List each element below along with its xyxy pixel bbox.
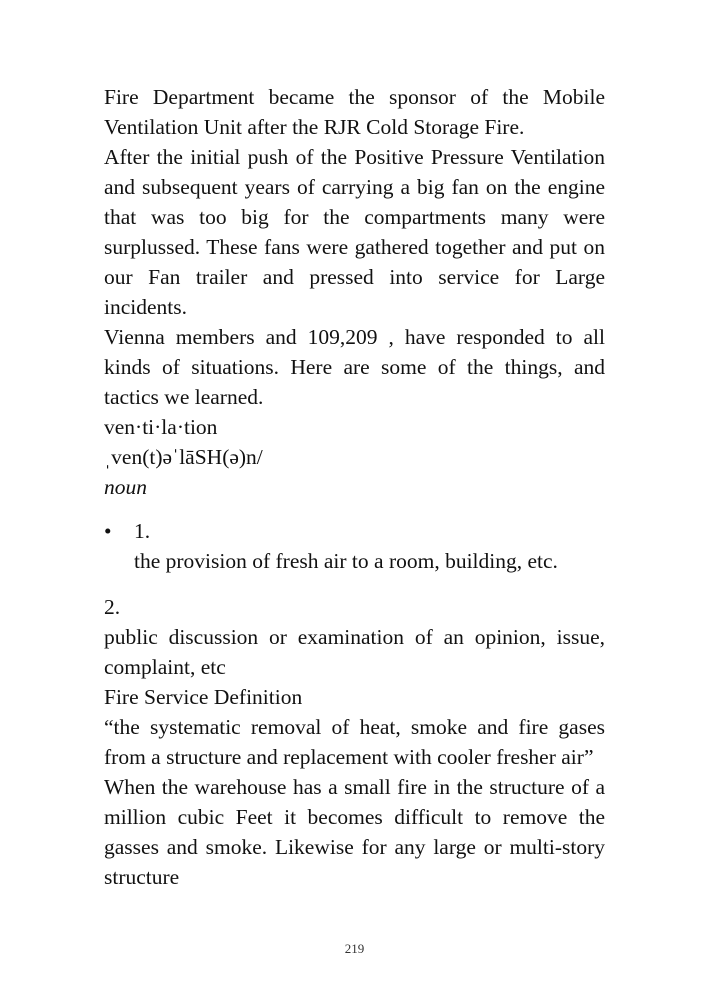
dictionary-word: ven·ti·la·tion <box>104 415 218 439</box>
fire-service-quote: “the systematic removal of heat, smoke and fire gases from a structure and replacement with cooler fresher air” <box>104 715 605 769</box>
bullet-icon: • <box>104 519 112 543</box>
definition-2-text: public discussion or examination of an opinion, issue, complaint, etc <box>104 625 605 679</box>
paragraph-ppv: After the initial push of the Positive Pressure Ventilation and subsequent years of carrying a big fan on the engine that was too big for the compartments many were surplussed. These fans were gathered together and put on our Fan trailer and pressed into service for Large incidents. <box>104 145 605 319</box>
definition-1-number: 1. <box>134 519 151 543</box>
page-body <box>104 82 605 892</box>
paragraph-warehouse: When the warehouse has a small fire in the structure of a million cubic Feet it becomes difficult to remove the gasses and smoke. Likewise for any large or multi-story structure <box>104 775 605 889</box>
dictionary-pronunciation: ˌven(t)əˈlāSH(ə)n/ <box>104 445 263 469</box>
definition-2-number: 2. <box>104 595 121 619</box>
fire-service-heading: Fire Service Definition <box>104 685 303 709</box>
definition-2 <box>104 592 605 682</box>
definition-1-text: the provision of fresh air to a room, building, etc. <box>134 549 558 573</box>
part-of-speech: noun <box>104 475 147 499</box>
definition-1 <box>104 516 605 576</box>
paragraph-mobile-unit: Fire Department became the sponsor of the Mobile Ventilation Unit after the RJR Cold Storage Fire. <box>104 85 605 139</box>
page-number: 219 <box>344 941 365 956</box>
paragraph-vienna: Vienna members and 109,209 , have responded to all kinds of situations. Here are some of the things, and tactics we learned. <box>104 325 605 409</box>
